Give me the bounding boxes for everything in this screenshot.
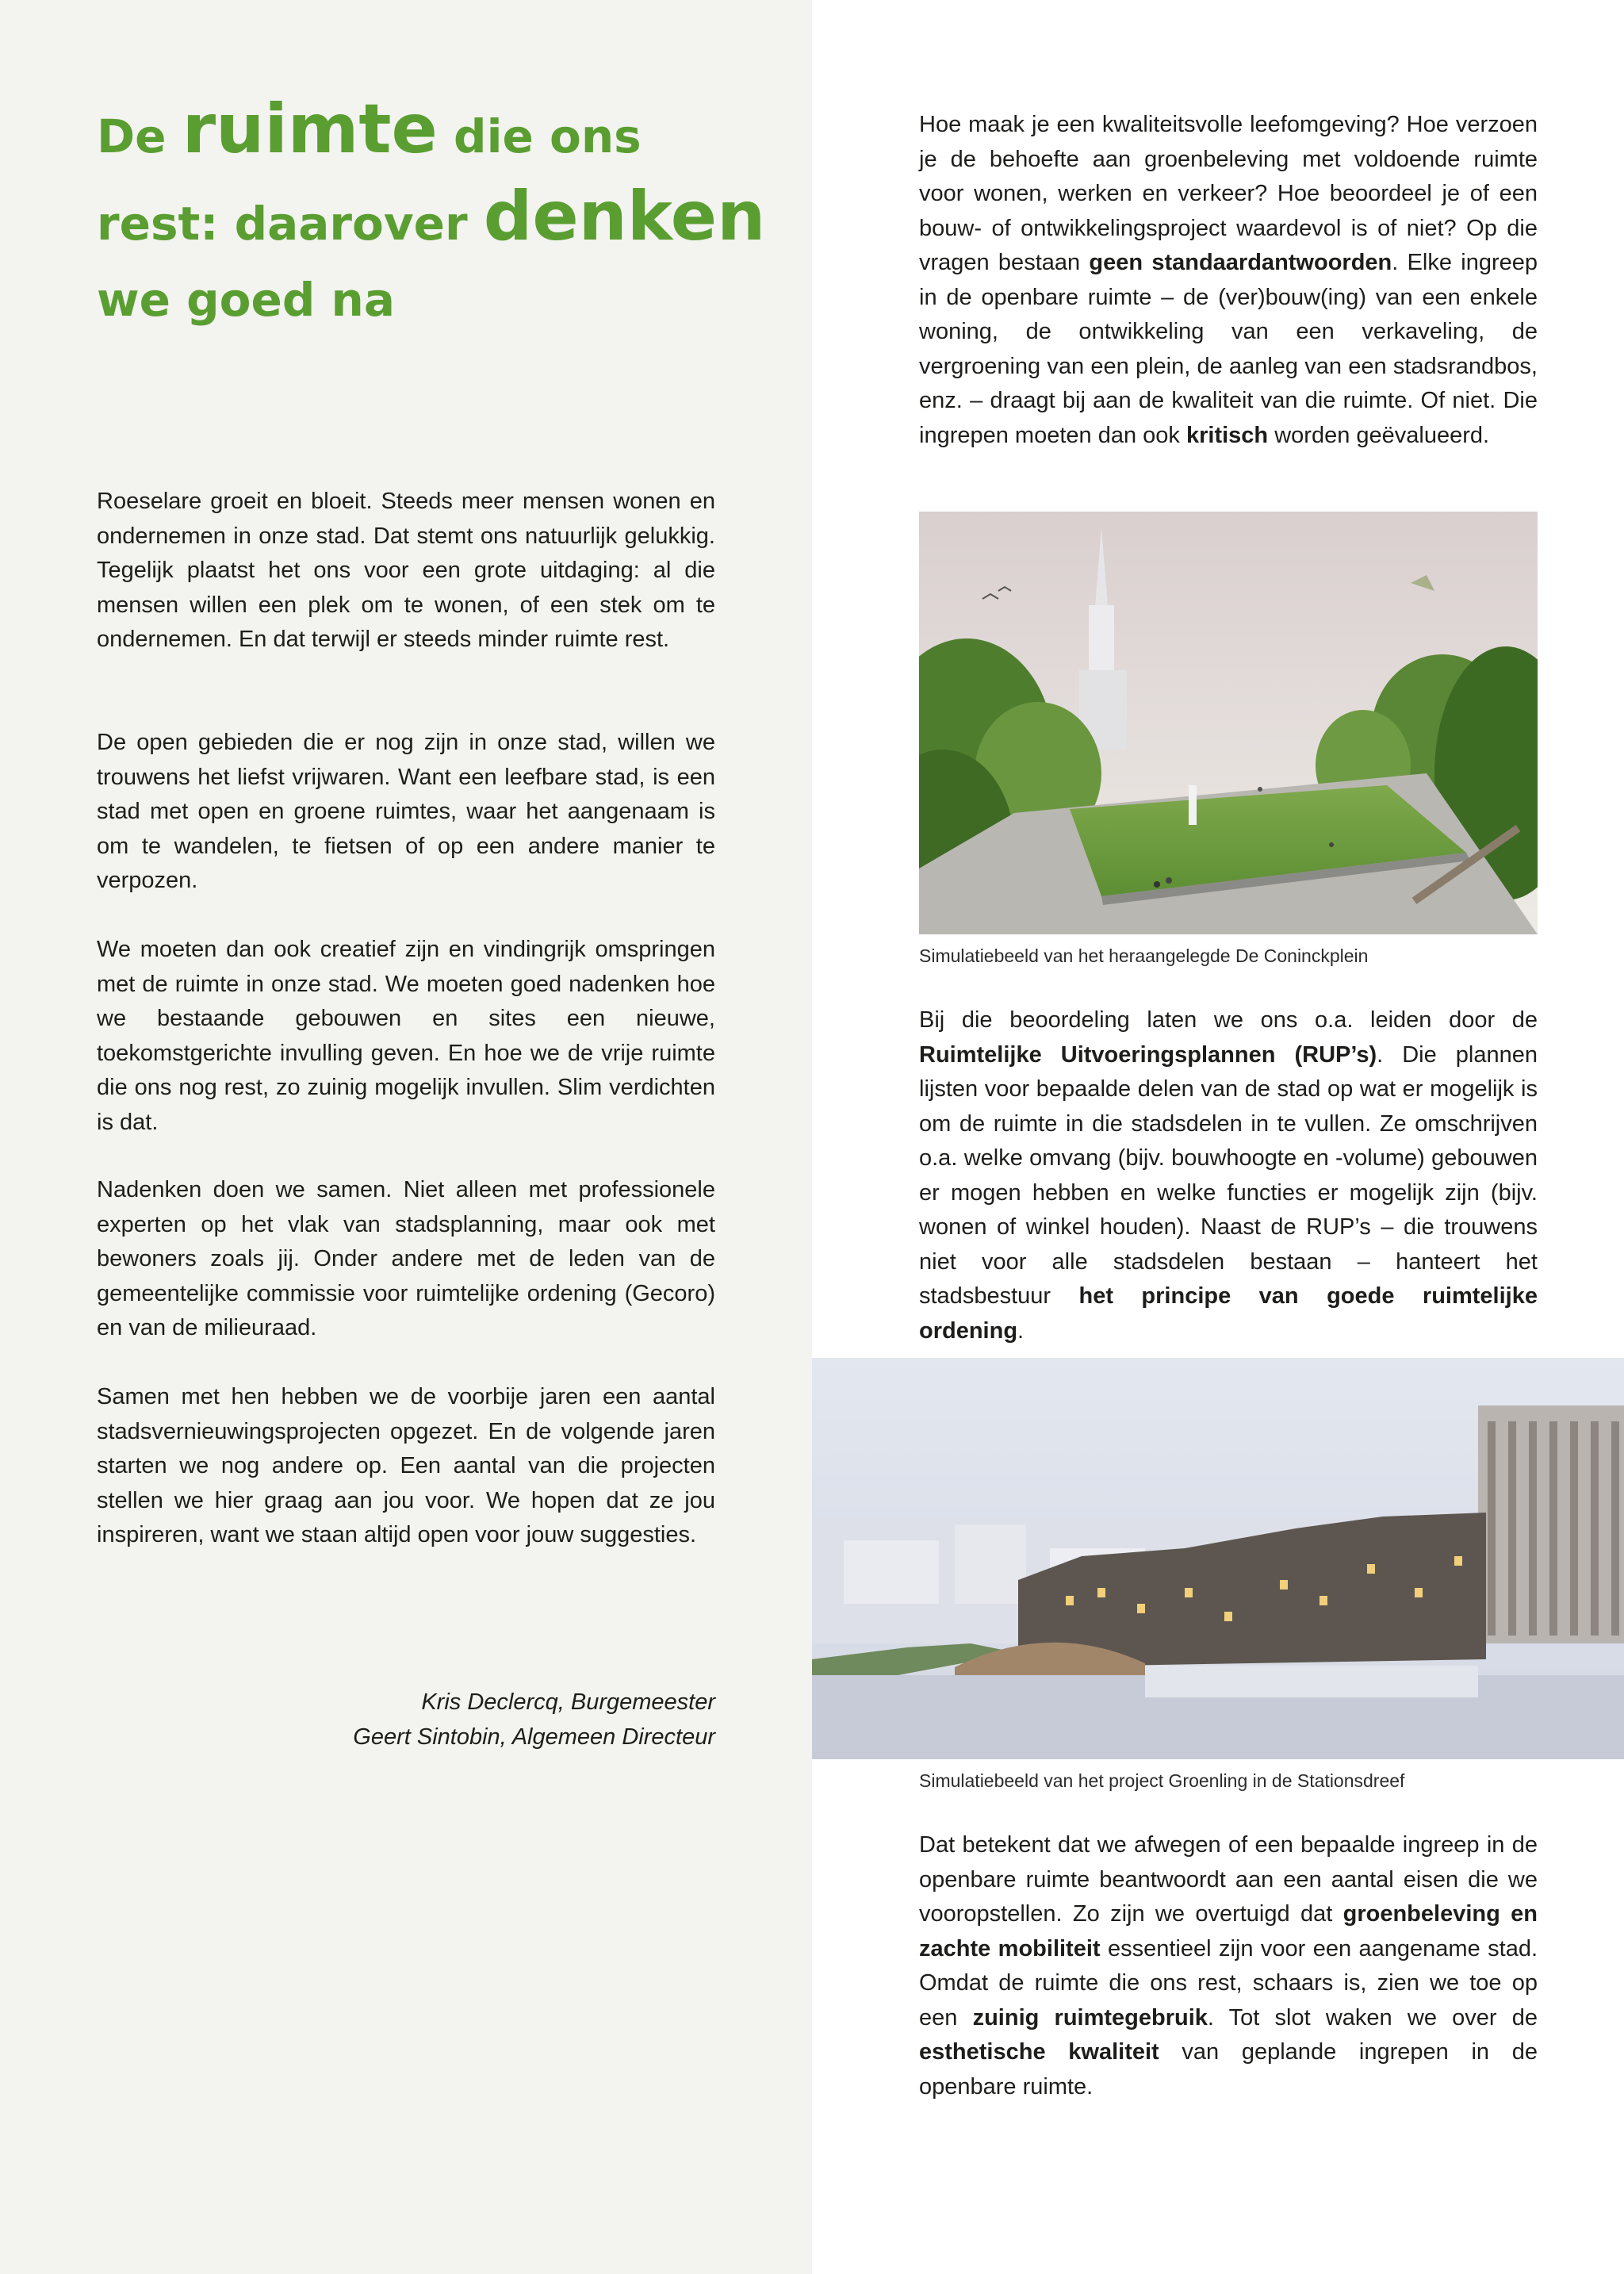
title-emphasis-word: ruimte	[182, 90, 438, 169]
title-word: rest: daarover	[97, 197, 484, 251]
page-title	[97, 86, 779, 339]
signature-director: Geert Sintobin, Algemeen Directeur	[353, 1724, 715, 1750]
title-line-2	[97, 173, 779, 260]
right-paragraph-3: Dat betekent dat we afwegen of een bepaalde ingreep in de openbare ruimte beantwoordt aan een aantal eisen die we vooropstellen. Zo zijn we overtuigd dat groenbeleving en zachte mobiliteit essentieel zijn voor een aangename stad. Omdat de ruimte die ons rest, schaars is, zien we toe op een zuinig ruimtegebruik. Tot slot waken we over de esthetische kwaliteit van geplande ingrepen in de openbare ruimte.	[919, 1832, 1538, 2100]
signature-mayor: Kris Declercq, Burgemeester	[421, 1689, 715, 1715]
intro-paragraph-2: De open gebieden die er nog zijn in onze stad, willen we trouwens het liefst vrijwaren. Want een leefbare stad, is een stad met open en groene ruimtes, waar het aangenaam is om te wandelen, te fietsen of op een andere manier te verpozen.	[97, 730, 715, 893]
title-emphasis-word: denken	[483, 177, 766, 256]
intro-paragraph-4: Nadenken doen we samen. Niet alleen met professionele experten op het vlak van stadsplanning, maar ook met bewoners zoals jij. Onder andere met de leden van de gemeentelijke commissie voor ruimtelijke ordening (Gecoro) en van de milieuraad.	[97, 1177, 715, 1340]
right-paragraph-1: Hoe maak je een kwaliteitsvolle leefomgeving? Hoe verzoen je de behoefte aan groenbeleving met voldoende ruimte voor wonen, werken en verkeer? Hoe beoordeel je of een bouw- of ontwikkelingsproject waardevol is of niet? Op die vragen bestaan geen standaardantwoorden. Elke ingreep in de openbare ruimte – de (ver)bouw(ing) van een enkele woning, de ontwikkeling van een verkaveling, de vergroening van een plein, de aanleg van een stadsrandbos, enz. – draagt bij aan de kwaliteit van die ruimte. Of niet. Die ingrepen moeten dan ook kritisch worden geëvalueerd.	[919, 112, 1538, 448]
groenling-image-caption: Simulatiebeeld van het project Groenling in de Stationsdreef	[919, 1770, 1405, 1791]
plaza-image-caption: Simulatiebeeld van het heraangelegde De Coninckplein	[919, 945, 1369, 966]
signature-block	[97, 1685, 715, 1754]
intro-paragraph-1: Roeselare groeit en bloeit. Steeds meer mensen wonen en ondernemen in onze stad. Dat stemt ons natuurlijk gelukkig. Tegelijk plaatst het ons voor een grote uitdaging: al die mensen willen een plek om te wonen, of een stek om te ondernemen. En dat terwijl er steeds minder ruimte rest.	[97, 489, 715, 652]
plaza-simulation-image	[919, 512, 1538, 934]
title-line-1	[97, 86, 779, 173]
intro-paragraph-3: We moeten dan ook creatief zijn en vindingrijk omspringen met de ruimte in onze stad. We moeten goed nadenken hoe we bestaande gebouwen en sites een nieuwe, toekomstgerichte invulling geven. En hoe we de vrije ruimte die ons nog rest, zo zuinig mogelijk invullen. Slim verdichten is dat.	[97, 937, 715, 1135]
right-paragraph-2: Bij die beoordeling laten we ons o.a. leiden door de Ruimtelijke Uitvoeringsplannen (RUP’s). Die plannen lijsten voor bepaalde delen van de stad op wat er mogelijk is om de ruimte in die stadsdelen in te vullen. Ze omschrijven o.a. welke omvang (bijv. bouwhoogte en -volume) gebouwen er mogen hebben en welke functies er mogelijk zijn (bijv. wonen of winkel houden). Naast de RUP’s – die trouwens niet voor alle stadsdelen bestaan – hanteert het stadsbestuur het principe van goede ruimtelijke ordening.	[919, 1007, 1538, 1344]
title-word: De	[97, 109, 167, 163]
title-line-3: we goed na	[97, 273, 395, 327]
title-word: die ons	[437, 109, 642, 163]
groenling-simulation-image	[812, 1358, 1624, 1759]
intro-paragraph-5: Samen met hen hebben we de voorbije jaren een aantal stadsvernieuwingsprojecten opgezet. En de volgende jaren starten we nog andere op. Een aantal van die projecten stellen we hier graag aan jou voor. We hopen dat ze jou inspireren, want we staan altijd open voor jouw suggesties.	[97, 1384, 715, 1547]
